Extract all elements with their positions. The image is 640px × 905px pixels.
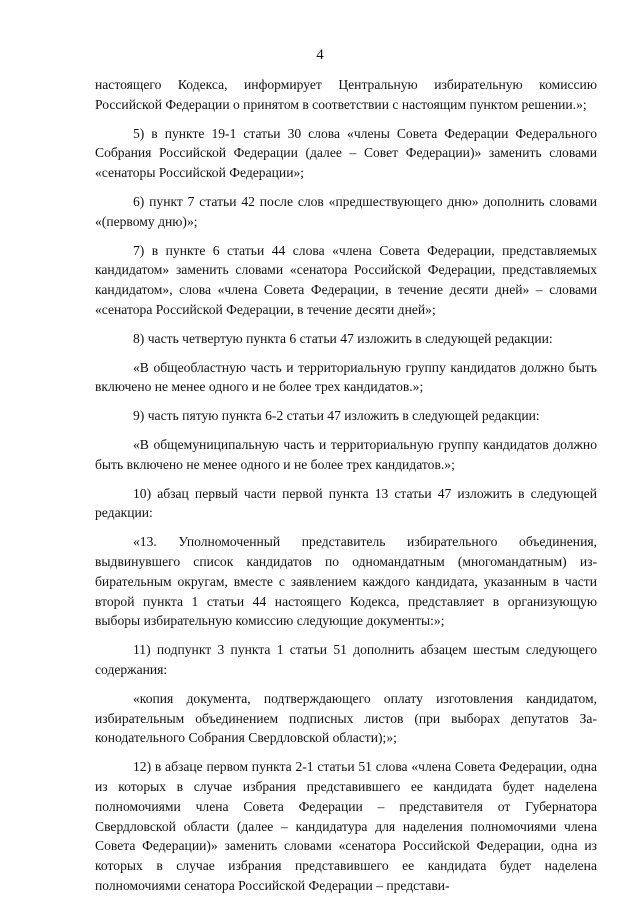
paragraph-quote-9: «В общемуниципальную часть и территориальную группу кандидатов должно быть включено не менее одного и не более трех кандидатов.»;	[95, 436, 597, 472]
paragraph-item-6: 6) пункт 7 статьи 42 после слов «предшествующего дню» дополнить словами «(первому дню)»;	[95, 193, 597, 229]
paragraph-continuation: настоящего Кодекса, информирует Центральную избирательную комиссию Российской Федерации о принятом в соответствии с настоящим пунктом решении.»;	[95, 77, 597, 112]
paragraph-quote-10: «13. Уполномоченный представитель избирательного объединения, выдвинувшего список кандидатов по одномандатным (многомандатным) избирательным округам, вместе с заявлением каждого кандидата, указанным в части второй пункта 1 статьи 44 настоящего Кодекса, представляет в организующую выборы избирательную комиссию следующие документы:»;	[95, 534, 597, 629]
paragraph-quote-11: «копия документа, подтверждающего оплату изготовления кандидатом, избирательным объединением подписных листов (при выборах депутатов Законодательного Собрания Свердловской области);»;	[95, 690, 597, 746]
document-body	[95, 75, 597, 905]
paragraph-item-10: 10) абзац первый части первой пункта 13 статьи 47 изложить в следующей редакции:	[95, 485, 597, 521]
paragraph-item-11: 11) подпункт 3 пункта 1 статьи 51 дополнить абзацем шестым следующего содержания:	[95, 642, 597, 677]
paragraph-item-12: 12) в абзаце первом пункта 2-1 статьи 51 слова «члена Совета Федерации, одна из которых в случае избрания представившего ее кандидата будет наделена полномочиями члена Совета Федерации – представителя от Губернатора Свердловской области (далее – кандидатура для наделения полномочиями члена Совета Федерации)» заменить словами «сенатора Российской Федерации, одна из которых в случае избрания представившего ее кандидата будет наделена полномочиями сенатора Российской Федерации – представи-	[95, 759, 597, 893]
paragraph-item-5: 5) в пункте 19-1 статьи 30 слова «члены Совета Федерации Федерального Собрания Российской Федерации (далее – Совет Федерации)» заменить словами «сенаторы Российской Федерации»;	[95, 125, 597, 181]
paragraph-quote-8: «В общеобластную часть и территориальную группу кандидатов должно быть включено не менее одного и не более трех кандидатов.»;	[95, 359, 597, 395]
paragraph-item-8: 8) часть четвертую пункта 6 статьи 47 изложить в следующей редакции:	[133, 330, 553, 346]
paragraph-item-9: 9) часть пятую пункта 6-2 статьи 47 изложить в следующей редакции:	[133, 408, 540, 424]
page-number: 4	[316, 47, 324, 63]
paragraph-item-7: 7) в пункте 6 статьи 44 слова «члена Совета Федерации, представляемых кандидатом» заменить словами «сенатора Российской Федерации, представляемых кандидатом», слова «члена Совета Федерации, в течение десяти дней» – словами «сенатора Российской Федерации, в течение десяти дней»;	[95, 242, 597, 317]
